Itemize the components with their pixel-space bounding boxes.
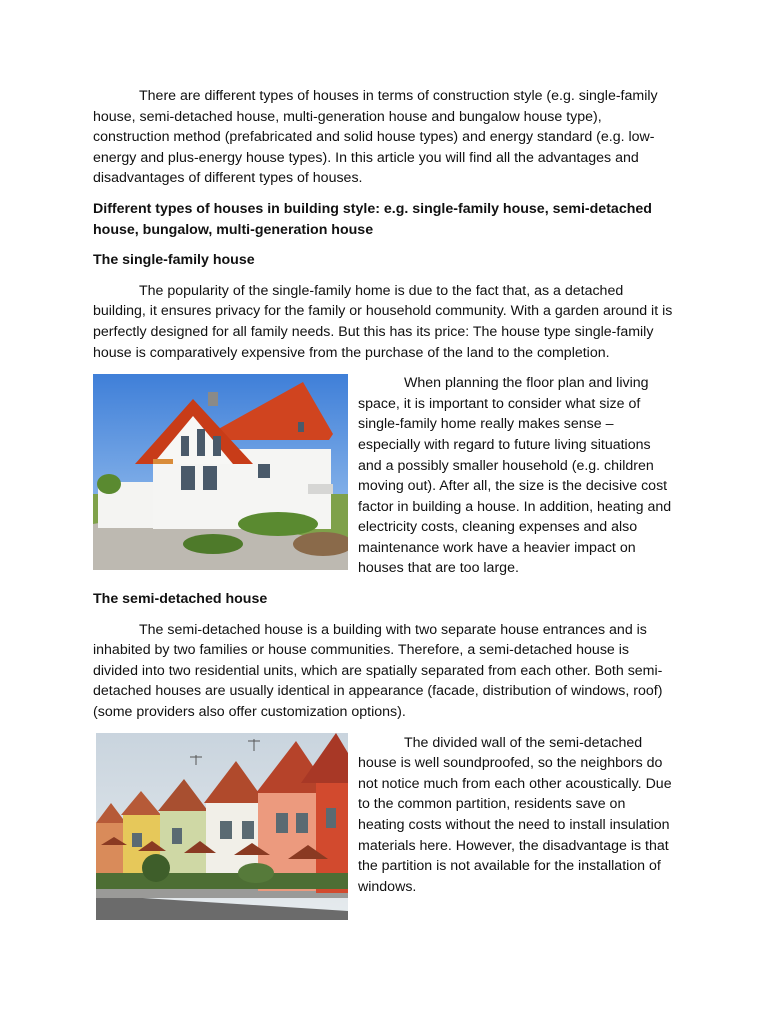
- document-body: [93, 86, 675, 920]
- semi-detached-paragraph: The semi-detached house is a building with two separate house entrances and is inhabited by two families or house communities. Therefore, a semi-detached house is divided into two residential units, which are spatially separated from each other. Both semi-detached houses are usually identical in appearance (facade, distribution of windows, roof) (some providers also offer customization options).: [93, 621, 663, 721]
- row-houses-photo-icon: [96, 733, 348, 920]
- single-family-paragraph: The popularity of the single-family home is due to the fact that, as a detached building, it ensures privacy for the family or household community. With a garden around it is perfectly designed for all family needs. But this has its price: The house type single-family house is comparatively expensive from the purchase of the land to the completion.: [93, 282, 673, 361]
- single-family-side-text: When planning the floor plan and living space, it is important to consider what size of single-family home really makes sense – especially with regard to future living situations and a possibly smaller household (e.g. children moving out). After all, the size is the decisive cost factor in building a house. In addition, heating and electricity costs, cleaning expenses and also maintenance work have a heavier impact on houses that are too large.: [358, 375, 672, 577]
- single-family-heading: The single-family house: [93, 252, 255, 269]
- intro-paragraph: There are different types of houses in terms of construction style (e.g. single-family house, semi-detached house, multi-generation house and bungalow house type), construction method (prefabricated and solid house types) and energy standard (e.g. low-energy and plus-energy house types). In this article you will find all the advantages and disadvantages of different types of houses.: [93, 88, 658, 187]
- single-family-figure-row: [93, 373, 675, 589]
- semi-detached-side-text: The divided wall of the semi-detached house is well soundproofed, so the neighbors do not notice much from each other acoustically. Due to the common partition, residents save on heating costs without the need to install insulation materials here. However, the disadvantage is that the partition is not available for the installation of windows.: [358, 734, 672, 895]
- house-photo-icon: [93, 374, 348, 570]
- section-heading: Different types of houses in building style: e.g. single-family house, semi-detached house, bungalow, multi-generation house: [93, 200, 652, 238]
- semi-detached-heading: The semi-detached house: [93, 591, 268, 608]
- semi-detached-figure-row: [93, 733, 675, 920]
